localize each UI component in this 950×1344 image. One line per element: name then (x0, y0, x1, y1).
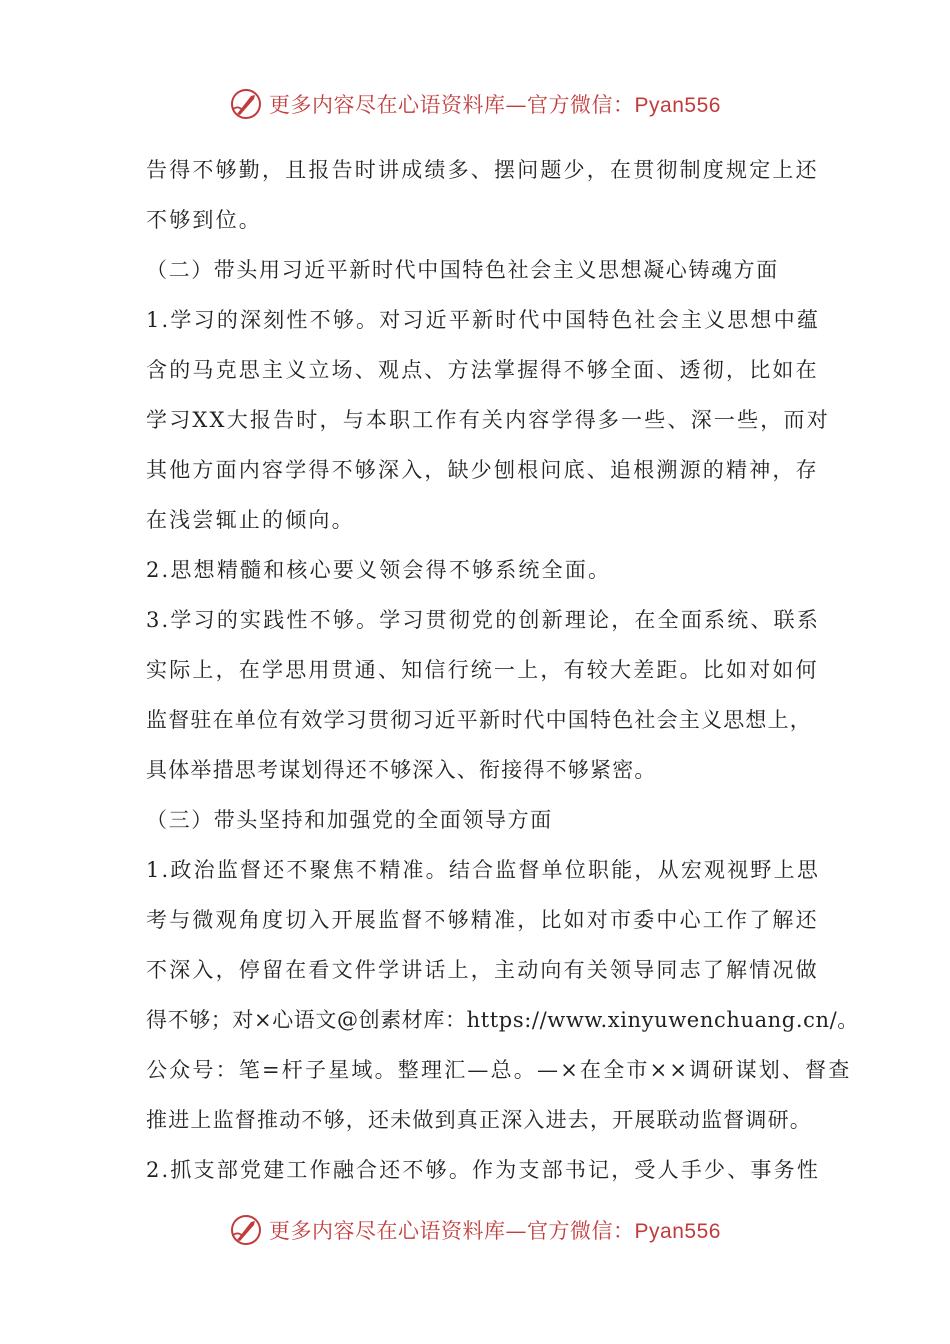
body-line: 公众号：笔=杆子星域。整理汇—总。—×在全市××调研谋划、督查 (146, 1058, 852, 1082)
body-line: 具体举措思考谋划得还不够深入、衔接得不够紧密。 (146, 758, 657, 782)
quill-logo-icon (229, 87, 263, 121)
footer-banner-label: 更多内容尽在心语资料库—官方微信： (269, 1219, 635, 1243)
document-body (146, 148, 859, 1198)
body-line: 1.学习的深刻性不够。对习近平新时代中国特色社会主义思想中蕴 (146, 308, 821, 332)
body-line: 其他方面内容学得不够深入，缺少刨根问底、追根溯源的精神，存 (146, 458, 819, 482)
body-line: 2.思想精髓和核心要义领会得不够系统全面。 (146, 558, 612, 582)
body-line: 在浅尝辄止的倾向。 (146, 508, 355, 532)
body-line: 监督驻在单位有效学习贯彻习近平新时代中国特色社会主义思想上， (146, 708, 812, 732)
header-banner-label: 更多内容尽在心语资料库—官方微信： (269, 93, 635, 117)
body-line: 学习XX大报告时，与本职工作有关内容学得多一些、深一些，而对 (146, 408, 830, 432)
footer-banner (0, 1210, 950, 1250)
footer-brand: Pyan556 (634, 1220, 721, 1243)
body-line: 不深入，停留在看文件学讲话上，主动向有关领导同志了解情况做 (146, 958, 819, 982)
body-line: 不够到位。 (146, 208, 262, 232)
body-line: 得不够；对×心语文@创素材库：https://www.xinyuwenchuang.cn/。 (146, 1008, 859, 1032)
section-heading: （二）带头用习近平新时代中国特色社会主义思想凝心铸魂方面 (146, 258, 779, 282)
body-line: 3.学习的实践性不够。学习贯彻党的创新理论，在全面系统、联系 (146, 608, 821, 632)
quill-logo-icon (229, 1213, 263, 1247)
body-line: 实际上，在学思用贯通、知信行统一上，有较大差距。比如对如何 (146, 658, 819, 682)
header-banner-text (269, 89, 721, 119)
body-line: 推进上监督推动不够，还未做到真正深入进去，开展联动监督调研。 (146, 1108, 812, 1132)
body-line: 含的马克思主义立场、观点、方法掌握得不够全面、透彻，比如在 (146, 358, 819, 382)
footer-banner-text (269, 1215, 721, 1245)
section-heading: （三）带头坚持和加强党的全面领导方面 (146, 808, 553, 832)
body-line: 告得不够勤，且报告时讲成绩多、摆问题少，在贯彻制度规定上还 (146, 158, 819, 182)
body-line: 2.抓支部党建工作融合还不够。作为支部书记，受人手少、事务性 (146, 1158, 821, 1182)
body-line: 考与微观角度切入开展监督不够精准，比如对市委中心工作了解还 (146, 908, 819, 932)
header-banner (0, 84, 950, 124)
header-brand: Pyan556 (634, 94, 721, 117)
body-line: 1.政治监督还不聚焦不精准。结合监督单位职能，从宏观视野上思 (146, 858, 821, 882)
